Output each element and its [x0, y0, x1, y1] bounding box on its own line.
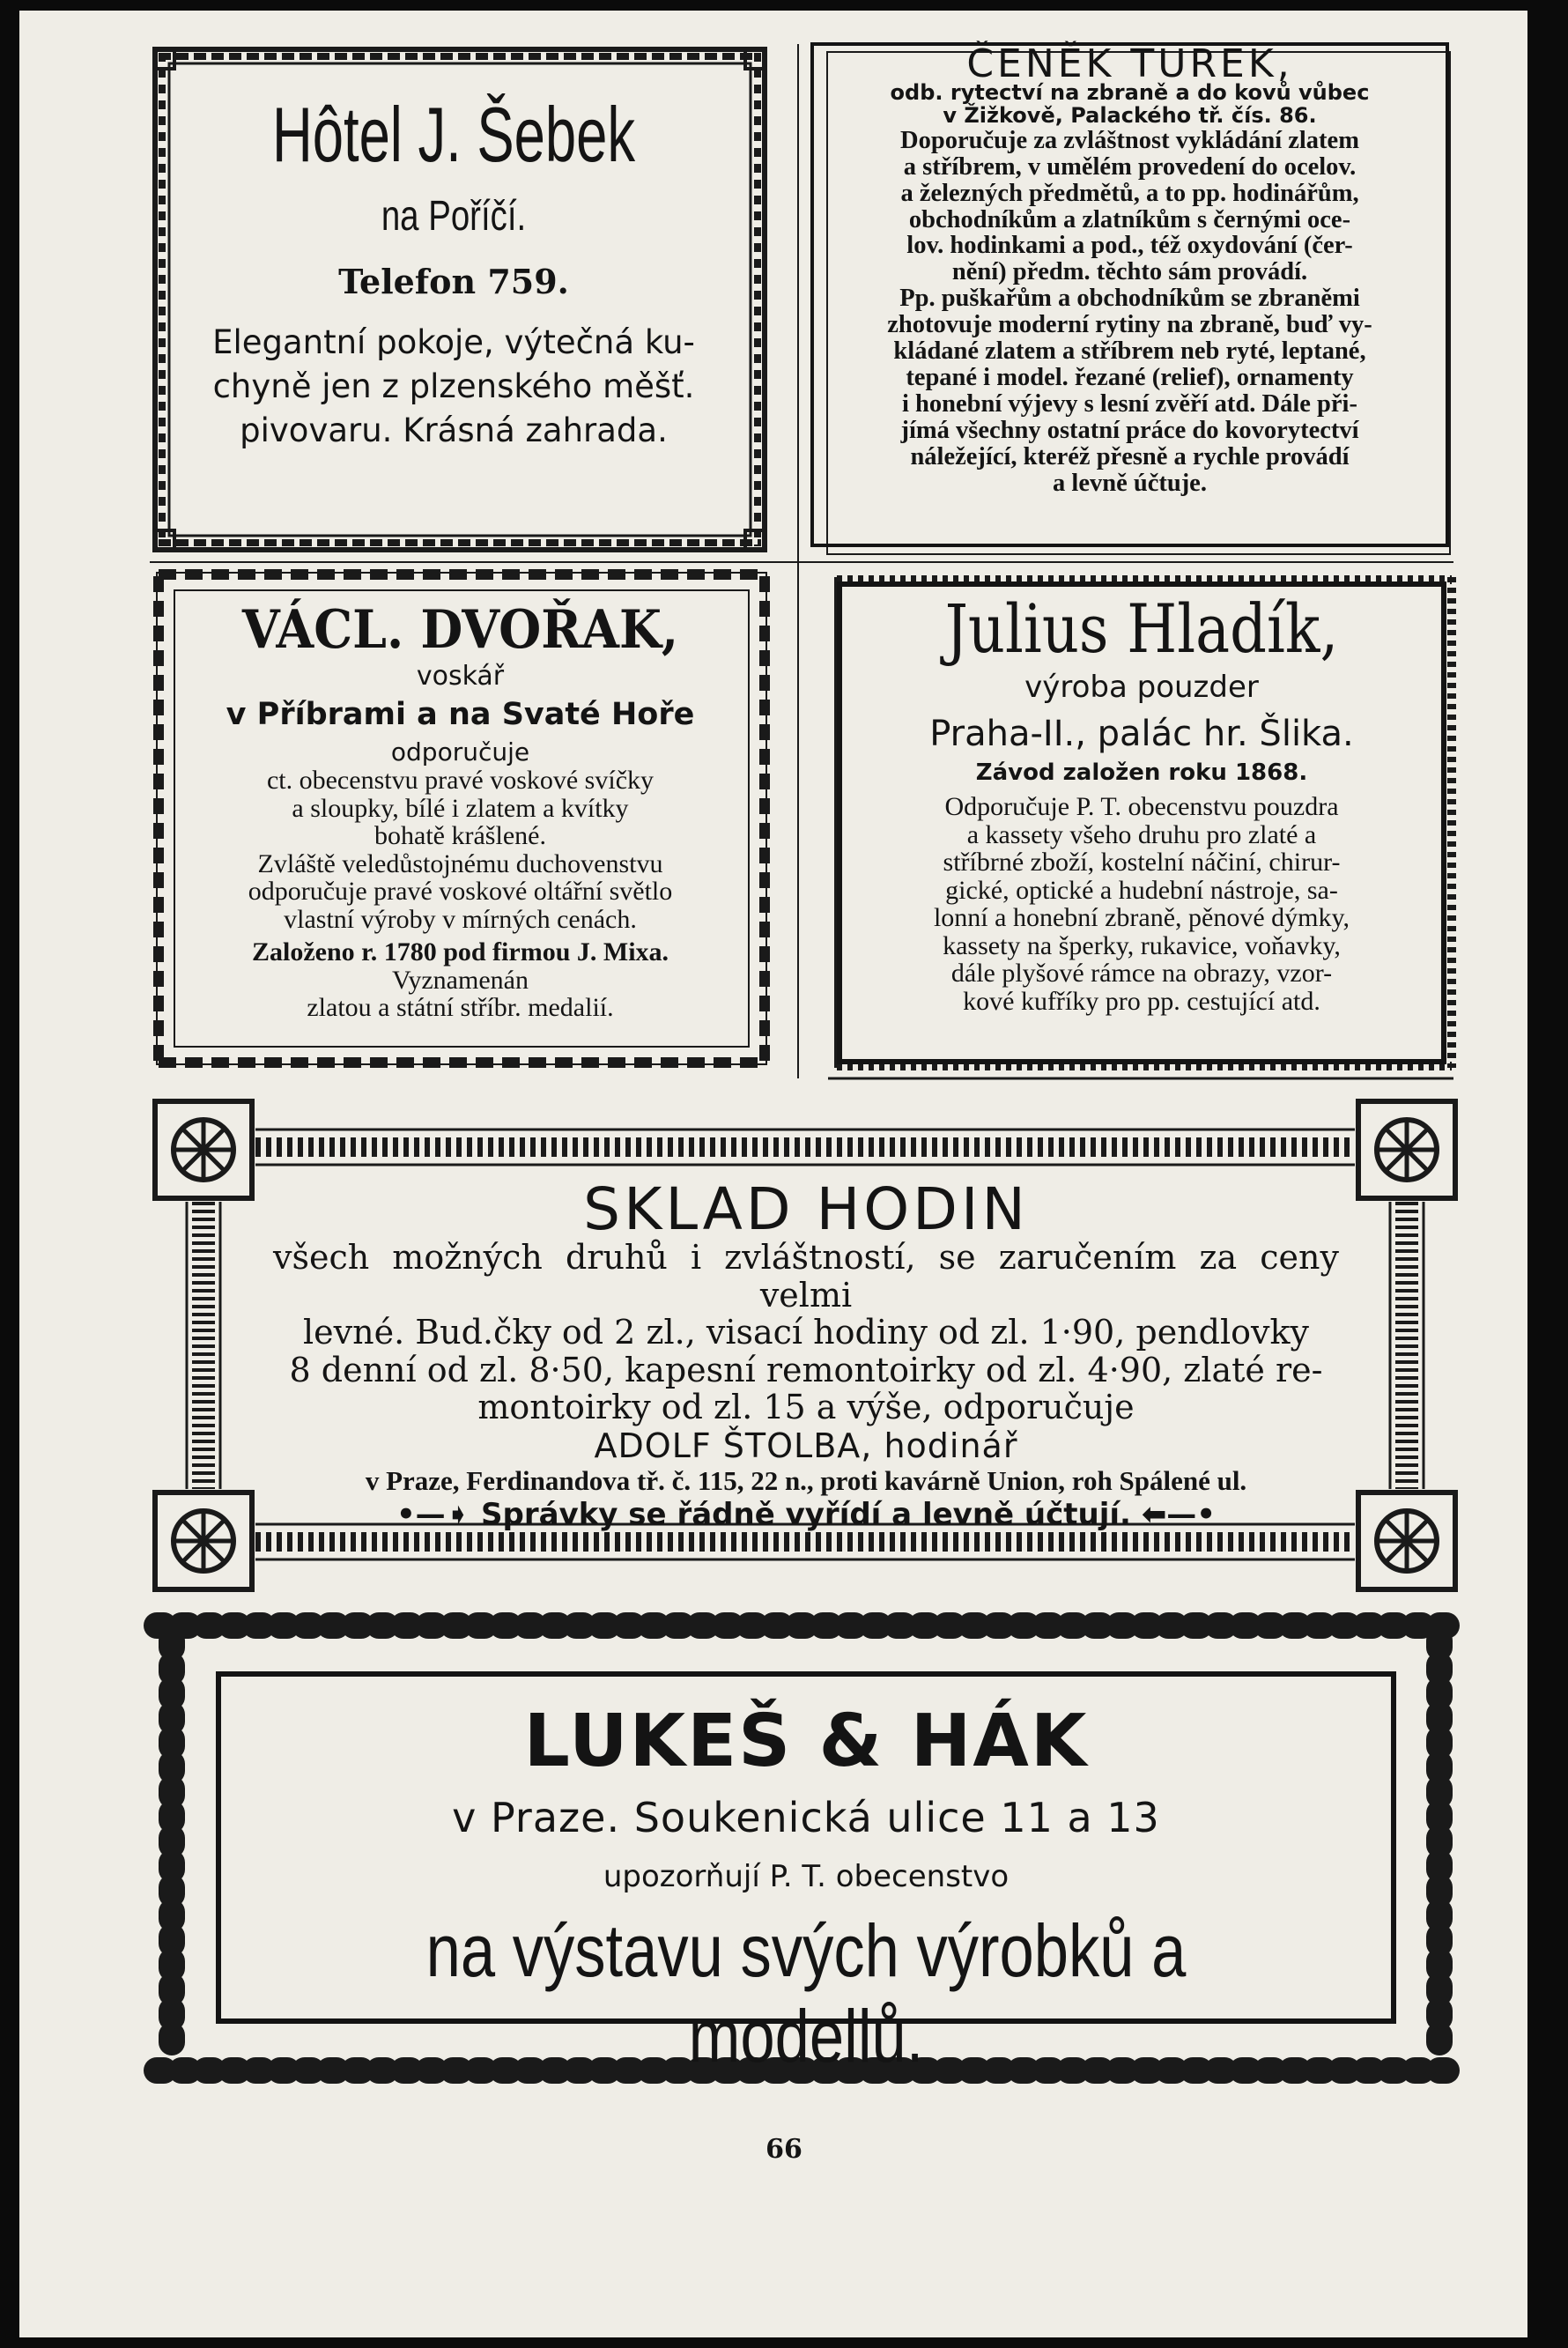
ad-julius-hladik: [837, 581, 1446, 1064]
dvorak-line: odporučuje pravé voskové oltářní světlo: [248, 877, 673, 906]
dvorak-recommend: odporučuje: [390, 737, 530, 767]
turek-line: lov. hodinkami a pod., též oxydování (čer-: [906, 232, 1353, 260]
hladik-description: [865, 793, 1418, 1015]
turek-line: Doporučuje za zvláštnost vykládání zlatem: [900, 126, 1359, 154]
dvorak-line: Zvláště veledůstojnému duchovenstvu: [257, 848, 663, 878]
hladik-established: Závod založen roku 1868.: [975, 759, 1308, 786]
lukes-title: LUKEŠ & HÁK: [523, 1700, 1089, 1783]
ad-vacl-dvorak: [150, 574, 771, 1050]
sklad-repairs: [273, 1497, 1339, 1532]
sklad-address: v Praze, Ferdinandova tř. č. 115, 22 n., proti kavárně Union, roh Spálené ul.: [365, 1464, 1247, 1496]
hladik-line: dále plyšové rámce na obrazy, vzor-: [950, 959, 1333, 988]
turek-line: obchodníkům a zlatníkům s černými oce-: [908, 205, 1351, 233]
turek-line: jímá všechny ostatní práce do kovorytectví: [900, 416, 1359, 444]
hotel-line: Elegantní pokoje, výtečná ku-: [212, 323, 695, 361]
hladik-line: kassety na šperky, rukavice, voňavky,: [943, 930, 1341, 960]
hotel-description: [172, 321, 736, 453]
dvorak-line: ct. obecenstvu pravé voskové svíčky: [266, 766, 655, 795]
hotel-line: pivovaru. Krásná zahrada.: [240, 411, 668, 449]
turek-line: a stříbrem, v umělém provedení do ocelov.: [903, 152, 1357, 181]
sklad-repairs-text: Správky se řádně vyřídí a levně účtují.: [481, 1496, 1131, 1532]
ad-lukes-hak: [216, 1671, 1396, 2078]
sklad-line: montoirky od zl. 15 a výše, odporučuje: [477, 1388, 1135, 1427]
sklad-title: SKLAD HODIN: [583, 1175, 1029, 1243]
ad-cenek-turek: [810, 42, 1449, 547]
hladik-line: kové kufříky pro pp. cestující atd.: [963, 986, 1320, 1016]
hotel-line: chyně jen z plzenského měšť.: [212, 367, 695, 405]
dvorak-line: bohatě krášlené.: [374, 821, 546, 850]
hladik-address: Praha-II., palác hr. Šlika.: [929, 714, 1354, 754]
ad-sklad-hodin: [264, 1175, 1348, 1532]
sklad-line: levné. Bud.čky od 2 zl., visací hodiny od zl. 1·90, pendlovky: [303, 1313, 1309, 1352]
dvorak-subtitle: voskář: [416, 661, 505, 692]
hladik-line: Odporučuje P. T. obecenstvu pouzdra: [944, 792, 1339, 821]
dvorak-place: v Příbrami a na Svaté Hoře: [226, 697, 695, 732]
right-pointer-icon: ⬅—•: [1130, 1496, 1217, 1532]
dvorak-line: vlastní výroby v mírných cenách.: [284, 904, 637, 934]
sklad-line: 8 denní od zl. 8·50, kapesní remontoirky od zl. 4·90, zlaté re-: [289, 1350, 1323, 1389]
hladik-line: gické, optické a hudební nástroje, sa-: [945, 875, 1338, 905]
turek-title: ČENĚK TUREK,: [966, 41, 1293, 86]
dvorak-line: Vyznamenán: [392, 965, 529, 995]
dvorak-line: a sloupky, bílé i zlatem a kvítky: [292, 793, 629, 823]
turek-line: a levně účtuje.: [1053, 469, 1207, 497]
hotel-subtitle: na Poříčí.: [381, 193, 527, 240]
hladik-line: stříbrné zboží, kostelní náčiní, chirur-: [943, 848, 1341, 877]
turek-line: kládané zlatem a stříbrem neb ryté, leptané,: [893, 337, 1366, 366]
left-pointer-icon: •—➧: [396, 1496, 481, 1532]
turek-line: v Žižkově, Palackého tř. čís. 86.: [943, 103, 1317, 129]
turek-line: nění) předm. těchto sám provádí.: [951, 258, 1308, 286]
lukes-slogan: na výstavu svých výrobků a modellů.: [425, 1909, 1187, 2078]
turek-line: zhotovuje moderní rytiny na zbraně, buď vy-: [887, 311, 1372, 339]
lukes-subtitle: upozorňují P. T. obecenstvo: [603, 1859, 1010, 1894]
ad-hotel-sebek: [137, 37, 771, 548]
hladik-subtitle: výroba pouzder: [1024, 670, 1259, 705]
turek-line: náležející, kteréž přesně a rychle provádí: [910, 442, 1350, 470]
page-number: 66: [766, 2134, 802, 2165]
turek-line: tepané i model. řezané (relief), ornamenty: [906, 364, 1354, 392]
dvorak-founded: Založeno r. 1780 pod firmou J. Mixa.: [251, 937, 669, 967]
hladik-title: Julius Hladík,: [944, 589, 1339, 668]
hotel-title: Hôtel J. Šebek: [271, 91, 636, 178]
turek-line: i honební výjevy s lesní zvěří atd. Dále při-: [902, 390, 1357, 418]
turek-line: odb. rytectví na zbraně a do kovů vůbec: [890, 80, 1370, 105]
hladik-line: lonní a honební zbraně, pěnové dýmky,: [933, 903, 1350, 932]
dvorak-line: zlatou a státní stříbr. medalií.: [307, 993, 614, 1022]
hladik-line: a kassety všeho druhu pro zlaté a: [966, 819, 1317, 849]
sklad-owner: ADOLF ŠTOLBA, hodinář: [594, 1426, 1018, 1465]
hotel-telephone: Telefon 759.: [338, 262, 569, 301]
dvorak-title: VÁCL. DVOŘAK,: [241, 599, 679, 661]
turek-line: Pp. puškařům a obchodníkům se zbraněmi: [899, 285, 1360, 313]
turek-line: a železných předmětů, a to pp. hodinářům,: [900, 179, 1359, 207]
sklad-line: všech možných druhů i zvláštností, se zaručením za ceny velmi: [273, 1238, 1339, 1315]
lukes-address: v Praze. Soukenická ulice 11 a 13: [452, 1794, 1160, 1841]
